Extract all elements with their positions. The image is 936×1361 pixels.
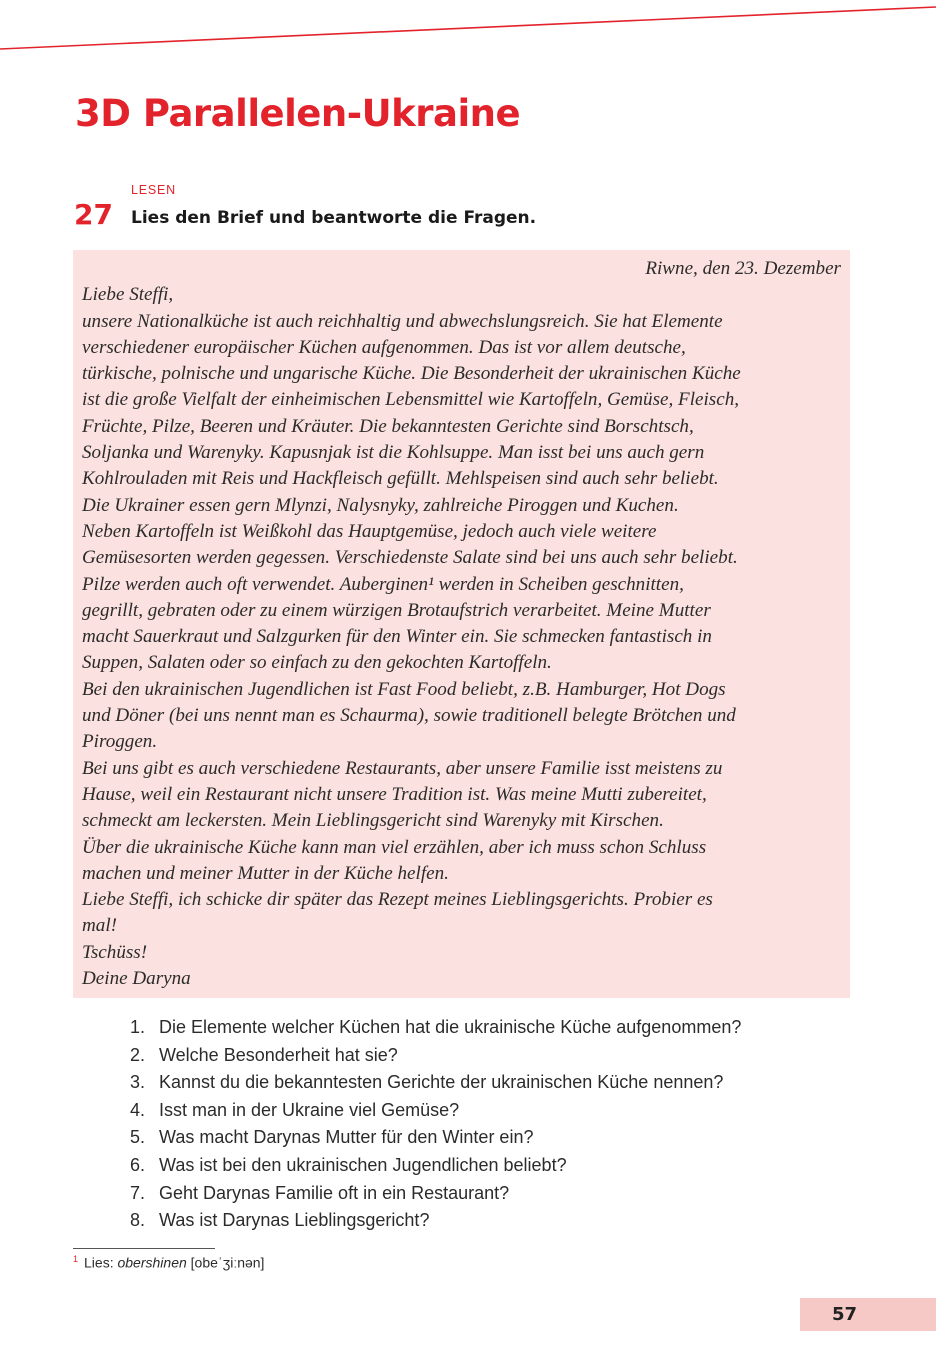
letter-line: Über die ukrainische Küche kann man viel erzählen, aber ich muss schon Schluss <box>82 836 707 858</box>
question-number: 8. <box>130 1210 146 1231</box>
letter-line: Pilze werden auch oft verwendet. Auberginen¹ werden in Scheiben geschnitten, <box>82 573 684 595</box>
question-text: Was ist Darynas Lieblingsgericht? <box>159 1210 430 1231</box>
letter-line: Kohlrouladen mit Reis und Hackfleisch gefüllt. Mehlspeisen sind auch sehr beliebt. <box>82 468 719 490</box>
exercise-number: 27 <box>74 198 113 231</box>
question-text: Welche Besonderheit hat sie? <box>159 1044 398 1065</box>
page-number: 57 <box>800 1298 936 1331</box>
question-number: 2. <box>130 1044 146 1065</box>
footnote-word: obershinen <box>117 1254 187 1271</box>
question-text: Was macht Darynas Mutter für den Winter ein? <box>159 1127 534 1148</box>
exercise-instruction: Lies den Brief und beantworte die Fragen. <box>131 208 537 228</box>
letter-line: Suppen, Salaten oder so einfach zu den gekochten Kartoffeln. <box>82 652 552 674</box>
question-text: Die Elemente welcher Küchen hat die ukrainische Küche aufgenommen? <box>159 1017 742 1037</box>
question-item <box>130 1180 741 1208</box>
question-list <box>130 1014 741 1235</box>
question-number: 1. <box>130 1017 146 1037</box>
question-number: 6. <box>130 1154 146 1175</box>
question-text: Isst man in der Ukraine viel Gemüse? <box>159 1099 460 1120</box>
letter-line: Piroggen. <box>82 731 158 753</box>
footnote-marker: 1 <box>73 1254 79 1264</box>
letter-line: türkische, polnische und ungarische Küche. Die Besonderheit der ukrainischen Küche <box>82 363 741 385</box>
section-title: 3D Parallelen-Ukraine <box>75 92 521 135</box>
question-item <box>130 1097 741 1125</box>
question-item <box>130 1042 741 1070</box>
question-number: 4. <box>130 1099 146 1120</box>
question-number: 5. <box>130 1127 146 1148</box>
question-number: 3. <box>130 1072 146 1093</box>
footnote <box>73 1254 264 1271</box>
letter-line: schmeckt am leckersten. Mein Lieblingsgericht sind Warenyky mit Kirschen. <box>82 810 664 832</box>
letter-line: Liebe Steffi, ich schicke dir später das Rezept meines Lieblingsgerichts. Probier es <box>82 889 713 911</box>
question-text: Was ist bei den ukrainischen Jugendlichen beliebt? <box>159 1154 567 1175</box>
letter-line: Deine Daryna <box>82 968 191 990</box>
letter-line: Früchte, Pilze, Beeren und Kräuter. Die bekanntesten Gerichte sind Borschtsch, <box>82 415 694 437</box>
question-text: Kannst du die bekanntesten Gerichte der ukrainischen Küche nennen? <box>159 1072 724 1093</box>
letter-line: machen und meiner Mutter in der Küche helfen. <box>82 862 449 884</box>
skill-label: LESEN <box>131 183 176 197</box>
letter-line: unsere Nationalküche ist auch reichhaltig und abwechslungsreich. Sie hat Elemente <box>82 310 723 332</box>
question-item <box>130 1124 741 1152</box>
letter-line: mal! <box>82 915 117 937</box>
letter-line: Liebe Steffi, <box>82 284 174 306</box>
letter-line: Bei den ukrainischen Jugendlichen ist Fast Food beliebt, z.B. Hamburger, Hot Dogs <box>82 678 726 700</box>
footnote-label: Lies: <box>84 1254 114 1271</box>
footnote-rule <box>73 1248 215 1249</box>
letter-line: Gemüsesorten werden gegessen. Verschiedenste Salate sind bei uns auch sehr beliebt. <box>82 547 738 569</box>
letter-line: Die Ukrainer essen gern Mlynzi, Nalysnyky, zahlreiche Piroggen und Kuchen. <box>82 494 679 516</box>
letter-line: Hause, weil ein Restaurant nicht unsere Tradition ist. Was meine Mutti zubereitet, <box>82 783 707 805</box>
question-text: Geht Darynas Familie oft in ein Restaurant? <box>159 1182 510 1203</box>
letter-line: verschiedener europäischer Küchen aufgenommen. Das ist vor allem deutsche, <box>82 336 686 358</box>
question-number: 7. <box>130 1182 146 1203</box>
header-rule <box>0 0 936 60</box>
letter-box <box>73 250 850 998</box>
question-item <box>130 1014 741 1042</box>
letter-line: Tschüss! <box>82 941 148 963</box>
letter-date: Riwne, den 23. Dezember <box>645 258 841 279</box>
letter-line: und Döner (bei uns nennt man es Schaurma), sowie traditionell belegte Brötchen und <box>82 705 736 727</box>
question-item <box>130 1152 741 1180</box>
question-item <box>130 1069 741 1097</box>
letter-line: Bei uns gibt es auch verschiedene Restaurants, aber unsere Familie isst meistens zu <box>82 757 723 779</box>
letter-line: Neben Kartoffeln ist Weißkohl das Hauptgemüse, jedoch auch viele weitere <box>82 520 657 542</box>
letter-line: gegrillt, gebraten oder zu einem würzigen Brotaufstrich verarbeitet. Meine Mutter <box>82 599 711 621</box>
letter-line: macht Sauerkraut und Salzgurken für den Winter ein. Sie schmecken fantastisch in <box>82 626 712 648</box>
letter-line: ist die große Vielfalt der einheimischen Lebensmittel wie Kartoffeln, Gemüse, Fleisch, <box>82 389 740 411</box>
letter-line: Soljanka und Warenyky. Kapusnjak ist die Kohlsuppe. Man isst bei uns auch gern <box>82 442 705 464</box>
question-item <box>130 1207 741 1235</box>
footnote-pronunciation: [obeˈʒiːnən] <box>190 1254 265 1271</box>
